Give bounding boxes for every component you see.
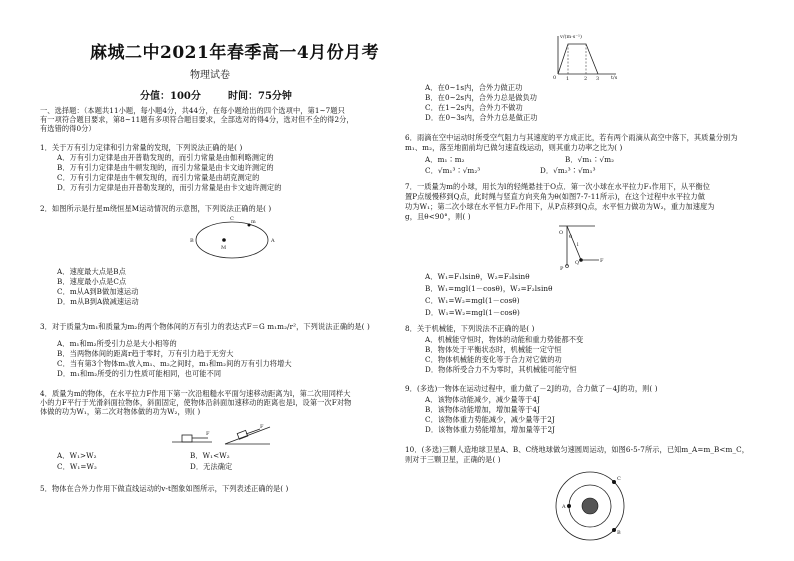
q6-option-d: D．√m₂³∶√m₁³: [540, 166, 596, 175]
section-intro-line-2: 有一项符合题目要求，第8~11题有多项符合题目要求，全部选对的得4分，选对但不全的得2分，: [40, 115, 354, 124]
q10-label-c: C: [617, 476, 621, 482]
q10-stem-line-1: 10．(多选)三颗人造地球卫星A、B、C绕地球做匀速圆周运动，如图6-5-7所示，已知m_A=m_B<m_C，: [405, 445, 750, 454]
q3-stem: 3．对于质量为m₁和质量为m₂的两个物体间的万有引力的表达式F＝G m₁m₂/r²，下列说法正确的是( ): [40, 322, 370, 331]
q7-label-theta: θ: [569, 234, 573, 240]
q6-option-a: A．m₁∶m₂: [425, 155, 465, 164]
q1-stem: 1．关于万有引力定律和引力常量的发现，下列说法正确的是( ): [40, 143, 243, 152]
q2-label-m-big: M: [221, 245, 227, 251]
q9-option-d: D．该物体重力势能增加，增加量等于2J: [425, 425, 556, 434]
q2-orbit-figure: [185, 212, 280, 267]
q3-option-b: B．当两物体间的距离r趋于零时，万有引力趋于无穷大: [57, 349, 234, 358]
q5-stem: 5．物体在合外力作用下做直线运动的v-t图象如图所示，下列表述正确的是( ): [40, 484, 289, 493]
q10-stem-line-2: 则对于三颗卫星，正确的是( ): [405, 455, 501, 464]
q7-stem-line-2: 置P点缓慢移到Q点，此时绳与竖直方向夹角为θ(如图7-7-11所示)，在这个过程中水平拉力做: [405, 192, 705, 201]
q1-option-d: D．万有引力定律是由开普勒发现的，而引力常量是由卡文迪许测定的: [57, 183, 282, 192]
q2-label-b: B: [190, 238, 194, 244]
q7-pendulum-figure: [555, 222, 625, 272]
q9-option-c: C．该物体重力势能减少，减少量等于2J: [425, 415, 555, 424]
q1-option-c: C．万有引力定律是由牛顿发现的，而引力常量是由胡克测定的: [57, 173, 260, 182]
q10-satellite-figure: [550, 466, 630, 546]
score-label: 分值：100分: [140, 91, 201, 102]
q5-option-b: B．在0~2s内，合外力总是做负功: [425, 93, 538, 102]
section-intro-line-3: 有选错的得0分）: [40, 124, 96, 133]
q5-tick-3: 3: [596, 76, 600, 82]
q7-label-q: Q: [575, 260, 580, 266]
q4-option-c: C．W₁=W₂: [57, 462, 97, 471]
q4-option-d: D．无法确定: [190, 462, 233, 471]
q4-stem-line-1: 4．质量为m的物体，在水平拉力F作用下第一次沿粗糙水平面匀速移动距离为l，第二次用同样大: [40, 389, 351, 398]
q8-option-c: C．物体机械能的变化等于合力对它做的功: [425, 355, 562, 364]
q7-label-p: P: [560, 266, 564, 272]
q4-stem-line-3: 体做的功为W₁，第二次对物体做的功为W₂，则( ): [40, 407, 201, 416]
q3-option-d: D．m₁和m₂所受的引力性质可能相同，也可能不同: [57, 369, 222, 378]
q7-stem-line-3: 功为W₁；第二次小球在水平恒力F₂作用下，从P点移到Q点，水平恒力做功为W₂，重力加速度为: [405, 202, 715, 211]
q1-option-a: A．万有引力定律是由开普勒发现的，而引力常量是由伽利略测定的: [57, 153, 274, 162]
q2-stem: 2．如图所示是行星m绕恒星M运动情况的示意图，下列说法正确的是( ): [40, 204, 272, 213]
q2-option-b: B．速度最小点是C点: [57, 277, 127, 286]
q7-option-d: D．W₁=W₂=mgl(1－cosθ): [425, 308, 520, 317]
q1-option-b: B．万有引力定律是由牛顿发现的，而引力常量是由卡文迪许测定的: [57, 163, 274, 172]
q7-option-a: A．W₁=F₁lsinθ，W₂=F₂lsinθ: [425, 272, 530, 281]
q8-stem: 8．关于机械能，下列说法不正确的是( ): [405, 324, 535, 333]
q9-option-b: B．该物体动能增加，增加量等于4J: [425, 405, 541, 414]
q8-option-d: D．物体所受合力不为零时，其机械能可能守恒: [425, 365, 577, 374]
q2-option-c: C．m从A到B做加速运动: [57, 287, 139, 296]
q2-label-a: A: [271, 238, 275, 244]
q5-ylabel: v/(m·s⁻¹): [560, 34, 582, 40]
q7-stem-line-4: g，且θ<90°，则( ): [405, 212, 471, 221]
q2-label-c: C: [230, 216, 234, 222]
q10-label-a: A: [562, 504, 566, 510]
q3-option-c: C．当有第3个物体m₃放入m₁、m₂之间时，m₁和m₂间的万有引力将增大: [57, 359, 292, 368]
q5-option-a: A．在0~1s内，合外力做正功: [425, 83, 523, 92]
q2-option-a: A．速度最大点是B点: [57, 267, 126, 276]
q5-vt-graph: [548, 32, 620, 80]
q6-option-c: C．√m₁³∶√m₂³: [425, 166, 481, 175]
q4-option-a: A．W₁>W₂: [57, 451, 97, 460]
q10-label-b: B: [617, 530, 621, 536]
q4-label-f2: F: [260, 424, 264, 430]
q5-option-c: C．在1~2s内，合外力不做功: [425, 103, 523, 112]
q8-option-a: A．机械能守恒时，物体的动能和重力势能都不变: [425, 335, 584, 344]
subject-title: 物理试卷: [190, 70, 230, 81]
q4-stem-line-2: 小的力F平行于光滑斜面拉物体，斜面固定，使物体沿斜面加速移动的距离也是l，设第一次F对物: [40, 398, 352, 407]
q6-stem-line-1: 6．雨滴在空中运动时所受空气阻力与其速度的平方成正比，若有两个雨滴从高空中落下，其质量分别为: [405, 133, 738, 142]
q5-option-d: D．在0~3s内，合外力总是做正功: [425, 113, 538, 122]
q7-stem-line-1: 7．一质量为m的小球，用长为l的轻绳悬挂于O点．第一次小球在水平拉力F₁作用下，从平衡位: [405, 182, 710, 191]
section-intro-line-1: 一、选择题：（本题共11小题，每小题4分，共44分，在每小题给出的四个选项中，第1~7题只: [40, 106, 345, 115]
q2-label-m-small: m: [251, 219, 256, 225]
q5-xlabel: t/s: [611, 75, 618, 81]
q4-option-b: B．W₁<W₂: [190, 451, 230, 460]
q4-label-f1: F: [206, 431, 210, 437]
q2-option-d: D．m从B到A做减速运动: [57, 297, 139, 306]
q9-stem: 9．(多选)一物体在运动过程中，重力做了－2J的功，合力做了－4J的功，则( ): [405, 384, 658, 393]
q6-stem-line-2: m₁、m₂，落至地面前均已做匀速直线运动，则其重力功率之比为( ): [405, 143, 623, 152]
q7-option-b: B．W₁=mgl(1－cosθ)，W₂=F₂lsinθ: [425, 284, 553, 293]
q5-tick-2: 2: [584, 76, 588, 82]
q6-option-b: B．√m₁∶√m₂: [565, 155, 615, 164]
q5-tick-1: 1: [566, 76, 570, 82]
q8-option-b: B．物体处于平衡状态时，机械能一定守恒: [425, 345, 562, 354]
q3-option-a: A．m₁和m₂所受引力总是大小相等的: [57, 339, 177, 348]
q9-option-a: A．该物体动能减少，减少量等于4J: [425, 395, 540, 404]
time-label: 时间：75分钟: [228, 91, 292, 102]
q7-option-c: C．W₁=W₂=mgl(1－cosθ): [425, 296, 520, 305]
q7-label-f: F: [600, 258, 604, 264]
exam-title: 麻城二中2021年春季高一4月份月考: [90, 43, 380, 63]
q5-tick-0: 0: [553, 75, 557, 81]
q4-block-figure: [170, 424, 280, 446]
q7-label-o: O: [559, 230, 564, 236]
q7-label-l: l: [577, 242, 579, 248]
